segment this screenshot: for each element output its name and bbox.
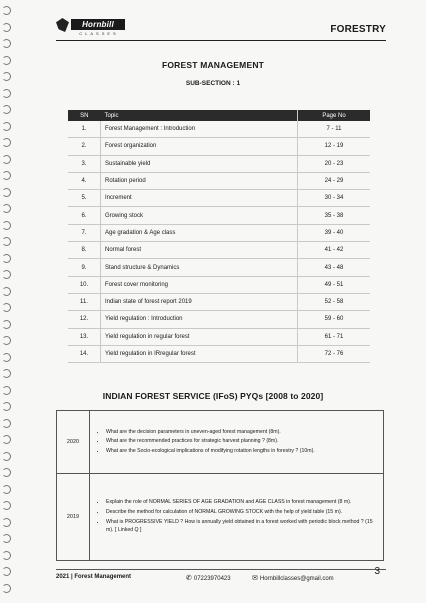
table-row: [68, 345, 370, 362]
question-list: [94, 428, 379, 456]
row-page: 52 - 58: [298, 293, 371, 310]
binder-hole: [2, 105, 11, 114]
row-sn: 11.: [68, 293, 101, 310]
binder-hole: [2, 303, 11, 312]
table-row: [68, 155, 370, 172]
row-sn: 3.: [68, 155, 101, 172]
phone-number: 07223970423: [193, 576, 231, 582]
row-sn: 5.: [68, 190, 101, 207]
row-topic: Age gradation & Age class: [101, 224, 298, 241]
table-row: [68, 276, 370, 293]
row-sn: 12.: [68, 311, 101, 328]
header-page-no: Page No: [298, 110, 371, 121]
row-topic: Indian state of forest report 2019: [101, 293, 298, 310]
table-row: [68, 311, 370, 328]
row-page: 39 - 40: [298, 224, 371, 241]
binder-hole: [2, 122, 11, 131]
binder-holes: [0, 0, 14, 603]
row-topic: Stand structure & Dynamics: [101, 259, 298, 276]
binder-hole: [2, 551, 11, 560]
row-sn: 6.: [68, 207, 101, 224]
table-row: [68, 138, 370, 155]
footer-phone: [186, 574, 231, 582]
pyq-year: 2020: [57, 411, 90, 474]
pyq-questions: [90, 474, 384, 561]
list-item: • What are the decision parameters in uneven-aged forest management (8m).: [106, 428, 379, 437]
row-page: 41 - 42: [298, 242, 371, 259]
binder-hole: [2, 204, 11, 213]
list-item: • Explain the role of NORMAL SERIES OF AGE GRADATION and AGE CLASS in forest management (8 m).: [106, 498, 379, 507]
row-sn: 9.: [68, 259, 101, 276]
row-sn: 14.: [68, 345, 101, 362]
logo-subtext: CLASSES: [79, 31, 119, 36]
row-page: 72 - 76: [298, 345, 371, 362]
row-topic: Forest organization: [101, 138, 298, 155]
binder-hole: [2, 419, 11, 428]
page-subtitle: SUB-SECTION : 1: [185, 80, 241, 87]
row-topic: Normal forest: [101, 242, 298, 259]
row-sn: 13.: [68, 328, 101, 345]
email-icon: ✉: [252, 575, 258, 582]
row-page: 43 - 48: [298, 259, 371, 276]
row-sn: 1.: [68, 121, 101, 138]
pyq-table: [56, 410, 384, 561]
binder-hole: [2, 221, 11, 230]
row-page: 49 - 51: [298, 276, 371, 293]
binder-hole: [2, 336, 11, 345]
pyq-row: [57, 411, 384, 474]
logo-text: Hornbill: [71, 19, 125, 30]
row-page: 12 - 19: [298, 138, 371, 155]
row-sn: 7.: [68, 224, 101, 241]
row-topic: Yield regulation in regular forest: [101, 328, 298, 345]
topics-table-header: [68, 110, 370, 121]
email-address: Hornbillclasses@gmail.com: [259, 576, 334, 582]
binder-hole: [2, 518, 11, 527]
pyq-questions: [90, 411, 384, 474]
row-topic: Yield regulation in IRregular forest: [101, 345, 298, 362]
topics-table: [68, 110, 370, 363]
section-label: FORESTRY: [330, 24, 386, 35]
binder-hole: [2, 138, 11, 147]
binder-hole: [2, 89, 11, 98]
table-row: [68, 121, 370, 138]
table-row: [68, 207, 370, 224]
table-row: [68, 259, 370, 276]
row-topic: Forest Management : Introduction: [101, 121, 298, 138]
row-page: 20 - 23: [298, 155, 371, 172]
row-topic: Yield regulation : Introduction: [101, 311, 298, 328]
row-page: 59 - 60: [298, 311, 371, 328]
header-divider: [56, 40, 386, 41]
binder-hole: [2, 287, 11, 296]
pyq-year: 2019: [57, 474, 90, 561]
binder-hole: [2, 39, 11, 48]
binder-hole: [2, 23, 11, 32]
row-page: 7 - 11: [298, 121, 371, 138]
row-topic: Increment: [101, 190, 298, 207]
table-row: [68, 190, 370, 207]
table-row: [68, 224, 370, 241]
list-item: • What are the recommended practices for strategic harvest planning ? (8m).: [106, 437, 379, 446]
binder-hole: [2, 452, 11, 461]
pyq-row: [57, 474, 384, 561]
binder-hole: [2, 534, 11, 543]
binder-hole: [2, 6, 11, 15]
header-topic: Topic: [101, 110, 298, 121]
binder-hole: [2, 353, 11, 362]
footer-course-label: 2021 | Forest Management: [56, 574, 132, 580]
row-sn: 2.: [68, 138, 101, 155]
binder-hole: [2, 270, 11, 279]
binder-hole: [2, 501, 11, 510]
binder-hole: [2, 320, 11, 329]
table-row: [68, 172, 370, 189]
binder-hole: [2, 567, 11, 576]
binder-hole: [2, 237, 11, 246]
row-sn: 10.: [68, 276, 101, 293]
row-sn: 4.: [68, 172, 101, 189]
binder-hole: [2, 369, 11, 378]
footer-divider: [56, 569, 386, 570]
binder-hole: [2, 254, 11, 263]
table-row: [68, 328, 370, 345]
row-page: 35 - 38: [298, 207, 371, 224]
pyq-title: INDIAN FOREST SERVICE (IFoS) PYQs [2008 to 2020]: [102, 391, 324, 401]
row-topic: Rotation period: [101, 172, 298, 189]
row-sn: 8.: [68, 242, 101, 259]
list-item: • What are the Socio-ecological implications of modifying rotation lengths in forestry ? (10m).: [106, 447, 379, 456]
list-item: • Describe the method for calculation of NORMAL GROWING STOCK with the help of yield table (15 m).: [106, 508, 379, 517]
hornbill-logo: [56, 18, 126, 38]
binder-hole: [2, 584, 11, 593]
binder-hole: [2, 188, 11, 197]
header-sn: SN: [68, 110, 101, 121]
footer-email: [252, 574, 334, 582]
binder-hole: [2, 155, 11, 164]
table-row: [68, 242, 370, 259]
row-page: 24 - 29: [298, 172, 371, 189]
binder-hole: [2, 402, 11, 411]
question-list: [94, 498, 379, 534]
row-topic: Forest cover monitoring: [101, 276, 298, 293]
page-title: FOREST MANAGEMENT: [161, 60, 265, 70]
row-topic: Sustainable yield: [101, 155, 298, 172]
binder-hole: [2, 485, 11, 494]
hornbill-bird-icon: [56, 18, 69, 32]
phone-icon: ✆: [186, 575, 192, 582]
row-page: 30 - 34: [298, 190, 371, 207]
binder-hole: [2, 171, 11, 180]
binder-hole: [2, 435, 11, 444]
row-page: 61 - 71: [298, 328, 371, 345]
row-topic: Growing stock: [101, 207, 298, 224]
binder-hole: [2, 468, 11, 477]
page-number: 3: [374, 566, 380, 577]
list-item: • What is PROGRESSIVE YIELD ? How is annually yield obtained in a forest worked with periodic block method ? (15 m). [ Linked Q ]: [106, 518, 379, 535]
table-row: [68, 293, 370, 310]
